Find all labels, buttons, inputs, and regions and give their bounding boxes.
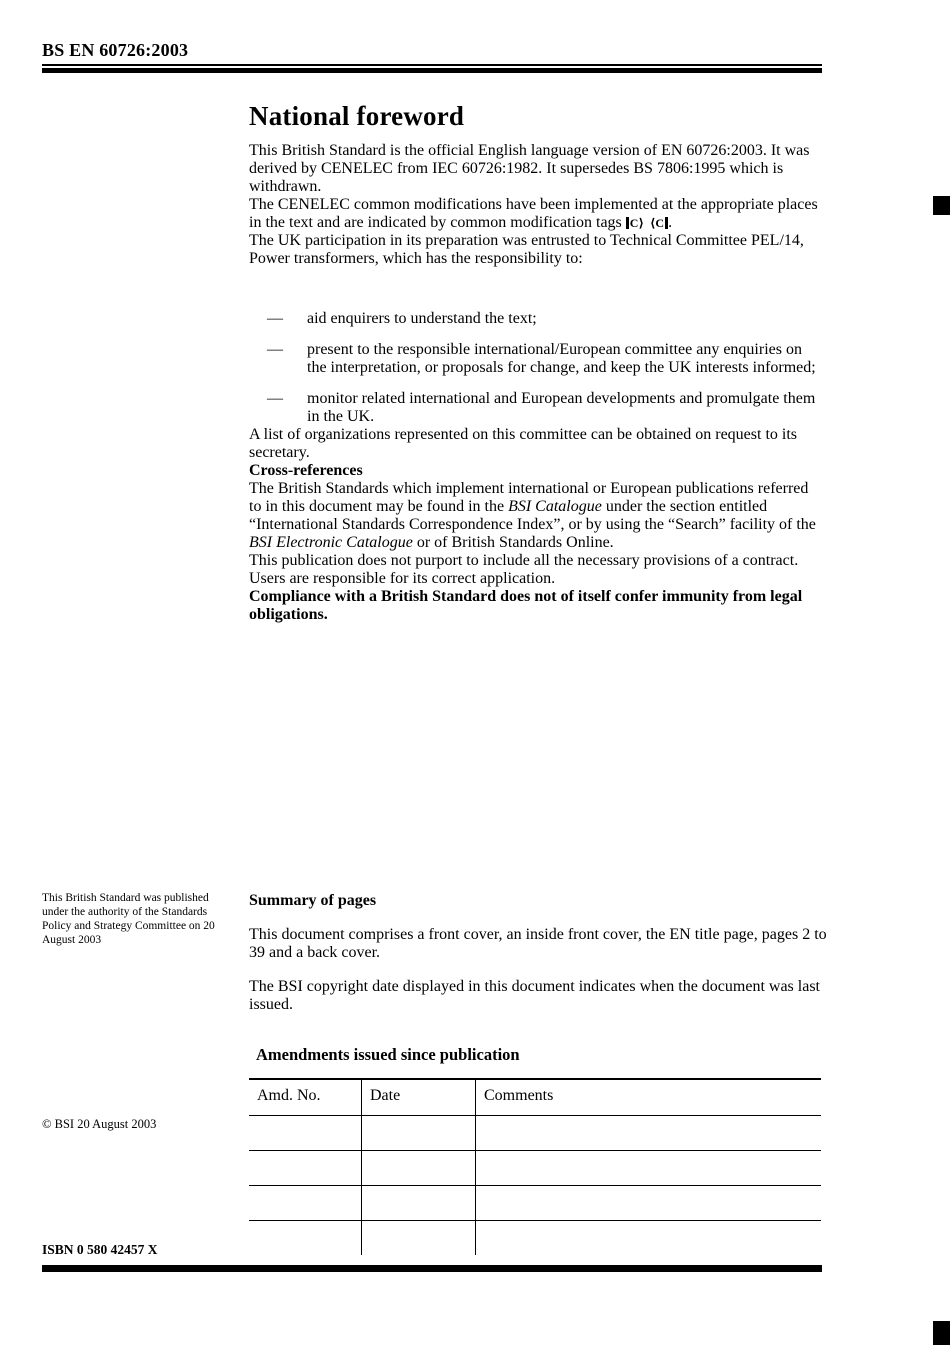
modification-tag-close-icon: ⟨C <box>649 217 668 229</box>
dash-bullet-icon: — <box>267 310 283 327</box>
foreword-paragraph-5: This publication does not purport to include all the necessary provisions of a contract. Users are responsible for its correct application. <box>249 552 799 587</box>
summary-of-pages-section <box>249 892 827 1030</box>
cell-date <box>362 1186 476 1221</box>
column-header-comments: Comments <box>476 1079 822 1116</box>
paragraph-2-lead: The CENELEC common modifications have been implemented at the appropriate places in the text and are indicated by common modification tags <box>249 196 818 231</box>
print-tab-top <box>933 196 950 215</box>
table-row <box>249 1186 821 1221</box>
cell-comments <box>476 1151 822 1186</box>
responsibility-list <box>249 310 823 426</box>
bsi-electronic-catalogue-italic: BSI Electronic Catalogue <box>249 534 413 551</box>
column-header-date: Date <box>362 1079 476 1116</box>
cell-date <box>362 1151 476 1186</box>
summary-paragraph-1: This document comprises a front cover, an inside front cover, the EN title page, pages 2 to 39 and a back cover. <box>249 926 827 961</box>
table-row <box>249 1221 821 1256</box>
document-number: BS EN 60726:2003 <box>42 40 189 60</box>
copyright-notice: © BSI 20 August 2003 <box>42 1117 157 1131</box>
summary-paragraph-2: The BSI copyright date displayed in this document indicates when the document was last issued. <box>249 978 820 1013</box>
modification-tag-open-icon: C⟩ <box>626 217 645 229</box>
compliance-statement: Compliance with a British Standard does not of itself confer immunity from legal obligations. <box>249 588 803 623</box>
dash-bullet-icon: — <box>267 390 283 407</box>
table-row <box>249 1151 821 1186</box>
table-header-row <box>249 1079 821 1116</box>
summary-heading: Summary of pages <box>249 892 377 909</box>
table-row <box>249 1116 821 1151</box>
cell-amd-no <box>249 1116 362 1151</box>
paragraph-2-end: . <box>668 214 673 231</box>
cell-amd-no <box>249 1151 362 1186</box>
crossref-text-3: or of British Standards Online. <box>412 534 614 551</box>
isbn: ISBN 0 580 42457 X <box>42 1242 158 1257</box>
cell-date <box>362 1221 476 1256</box>
foreword-paragraph-4: A list of organizations represented on this committee can be obtained on request to its secretary. <box>249 426 798 461</box>
amendments-table <box>249 1078 821 1255</box>
print-tab-bottom <box>933 1321 950 1345</box>
cell-amd-no <box>249 1221 362 1256</box>
foreword-paragraph-3: The UK participation in its preparation was entrusted to Technical Committee PEL/14, Power transformers, which has the responsibility to: <box>249 232 804 267</box>
bsi-catalogue-italic: BSI Catalogue <box>508 498 602 515</box>
page-title: National foreword <box>249 101 465 131</box>
column-header-amd-no: Amd. No. <box>249 1079 362 1116</box>
list-item <box>249 341 823 377</box>
crossref-text-2: under the section entitled “International Standards Correspondence Index”, or by using the “Search” facility of the <box>249 498 816 533</box>
list-item-text: present to the responsible international/European committee any enquiries on the interpretation, or proposals for change, and keep the UK interests informed; <box>307 341 816 376</box>
cross-references-heading: Cross-references <box>249 462 363 479</box>
header-rule <box>42 64 822 73</box>
publisher-note: This British Standard was published under the authority of the Standards Policy and Strategy Committee on 20 August 2003 <box>42 892 215 946</box>
cell-comments <box>476 1186 822 1221</box>
cell-comments <box>476 1116 822 1151</box>
dash-bullet-icon: — <box>267 341 283 358</box>
crossref-text-1: The British Standards which implement international or European publications referred to in this document may be found in the <box>249 480 809 515</box>
cross-references-paragraph <box>249 480 823 552</box>
amendments-heading: Amendments issued since publication <box>256 1045 520 1064</box>
cell-amd-no <box>249 1186 362 1221</box>
foreword-paragraph-2 <box>249 196 823 232</box>
cell-date <box>362 1116 476 1151</box>
list-item <box>249 310 823 328</box>
foreword-section <box>249 100 823 624</box>
footer-rule <box>42 1265 822 1272</box>
list-item-text: monitor related international and European developments and promulgate them in the UK. <box>307 390 816 425</box>
list-item-text: aid enquirers to understand the text; <box>307 310 537 327</box>
list-item <box>249 390 823 426</box>
cell-comments <box>476 1221 822 1256</box>
foreword-paragraph-1: This British Standard is the official English language version of EN 60726:2003. It was derived by CENELEC from IEC 60726:1982. It supersedes BS 7806:1995 which is withdrawn. <box>249 142 810 195</box>
